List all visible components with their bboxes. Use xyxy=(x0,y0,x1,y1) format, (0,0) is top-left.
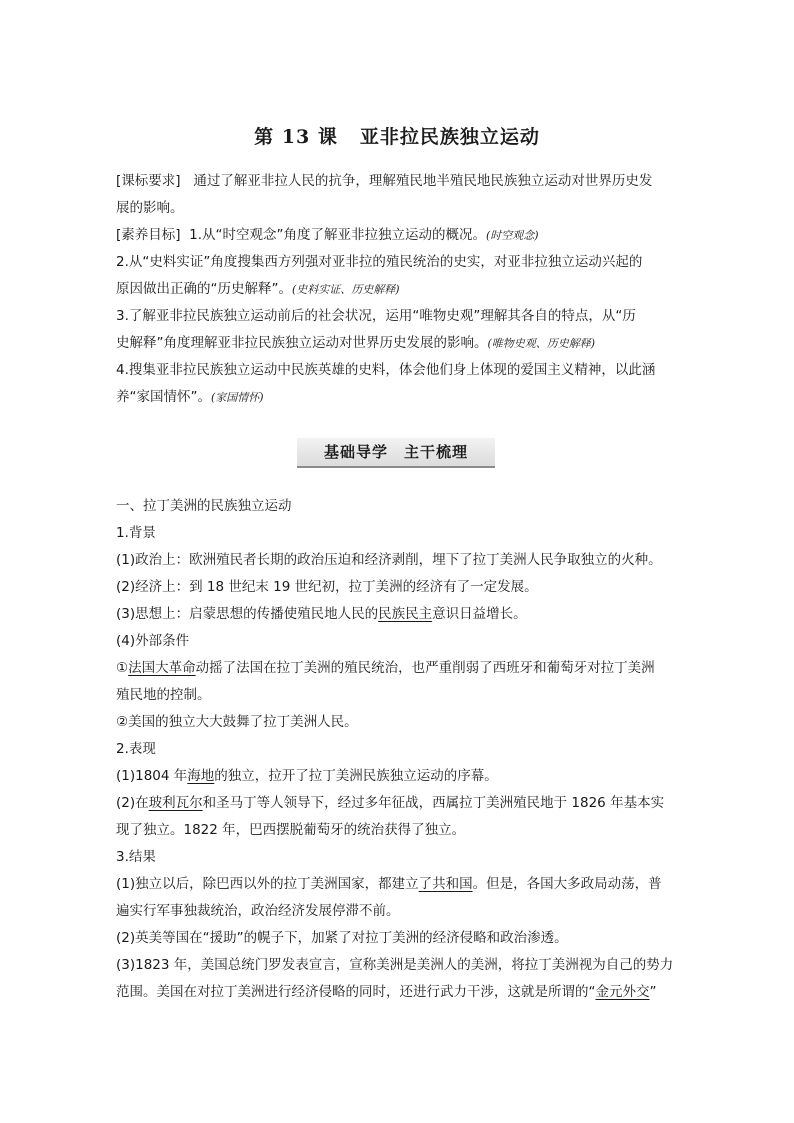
underlined-term: 了共和国 xyxy=(418,876,473,892)
suyang-item-4-line-2: 养“家国情怀”。(家国情怀) xyxy=(116,389,264,405)
handwritten-tag: (唯物史观、历史解释) xyxy=(487,337,596,350)
lesson-topic: 亚非拉民族独立运动 xyxy=(359,126,540,148)
suyang-item-2-line-1: 2.从“史料实证”角度搜集西方列强对亚非拉的殖民统治的史实，对亚非拉独立运动兴起的 xyxy=(116,254,643,270)
objectives-section xyxy=(116,168,682,411)
result-3-line-2: 范围。美国在对拉丁美洲进行经济侵略的同时，还进行武力干涉，这就是所谓的“金元外交” xyxy=(116,984,657,1000)
handwritten-tag: (家国情怀) xyxy=(211,391,264,404)
underlined-term: 金元外交 xyxy=(595,984,650,1000)
suyang-item-4-line-1: 4.搜集亚非拉民族独立运动中民族英雄的史料，体会他们身上体现的爱国主义精神，以此涵 xyxy=(116,362,656,378)
lesson-number: 第 13 课 xyxy=(254,126,338,148)
underlined-term: 民族民主 xyxy=(378,606,433,622)
banner-right: 主干梳理 xyxy=(404,443,469,461)
background-ideological: (3)思想上：启蒙思想的传播使殖民地人民的民族民主意识日益增长。 xyxy=(116,606,527,622)
subheading-result: 3.结果 xyxy=(116,849,156,865)
suyang-item-1: [素养目标] 1.从“时空观念”角度了解亚非拉独立运动的概况。(时空观念) xyxy=(116,227,539,243)
result-1-line-1: (1)独立以后，除巴西以外的拉丁美洲国家，都建立了共和国。但是，各国大多政局动荡，普 xyxy=(116,876,662,892)
background-external: (4)外部条件 xyxy=(116,633,190,649)
manifestation-2-line-2: 现了独立。1822 年，巴西摆脱葡萄牙的统治获得了独立。 xyxy=(116,822,466,838)
result-1-line-2: 遍实行军事独裁统治，政治经济发展停滞不前。 xyxy=(116,903,400,919)
suyang-item-3-line-1: 3.了解亚非拉民族独立运动前后的社会状况，运用“唯物史观”理解其各自的特点，从“历 xyxy=(116,308,636,324)
content-section xyxy=(116,493,682,1006)
kebiao-line-2: 展的影响。 xyxy=(116,200,184,216)
manifestation-1: (1)1804 年海地的独立，拉开了拉丁美洲民族独立运动的序幕。 xyxy=(116,768,498,784)
background-political: (1)政治上：欧洲殖民者长期的政治压迫和经济剥削，埋下了拉丁美洲人民争取独立的火种。 xyxy=(116,552,662,568)
kebiao-label: [课标要求] xyxy=(116,173,181,189)
lesson-title xyxy=(0,122,794,149)
kebiao-line-1: [课标要求] 通过了解亚非拉人民的抗争，理解殖民地半殖民地民族独立运动对世界历史发 xyxy=(116,173,653,189)
handwritten-tag: (史料实证、历史解释) xyxy=(292,283,400,296)
external-item-1-line-1: ①法国大革命动摇了法国在拉丁美洲的殖民统治，也严重削弱了西班牙和葡萄牙对拉丁美洲 xyxy=(116,660,655,676)
section-heading: 一、拉丁美洲的民族独立运动 xyxy=(116,498,292,514)
subheading-manifestation: 2.表现 xyxy=(116,741,156,757)
banner-left: 基础导学 xyxy=(323,443,388,461)
manifestation-2-line-1: (2)在玻利瓦尔和圣马丁等人领导下，经过多年征战，西属拉丁美洲殖民地于 1826 年基本实 xyxy=(116,795,665,811)
suyang-item-3-line-2: 史解释”角度理解亚非拉民族独立运动对世界历史发展的影响。(唯物史观、历史解释) xyxy=(116,335,596,351)
suyang-item-2-line-2: 原因做出正确的“历史解释”。(史料实证、历史解释) xyxy=(116,281,400,297)
suyang-label: [素养目标] xyxy=(116,227,181,243)
section-banner xyxy=(297,438,495,468)
result-2: (2)英美等国在“援助”的幌子下，加紧了对拉丁美洲的经济侵略和政治渗透。 xyxy=(116,930,568,946)
underlined-term: 法国大革命 xyxy=(128,660,196,676)
external-item-2: ②美国的独立大大鼓舞了拉丁美洲人民。 xyxy=(116,714,358,730)
background-economic: (2)经济上：到 18 世纪末 19 世纪初，拉丁美洲的经济有了一定发展。 xyxy=(116,579,538,595)
underlined-term: 海地 xyxy=(187,768,215,784)
result-3-line-1: (3)1823 年，美国总统门罗发表宣言，宣称美洲是美洲人的美洲，将拉丁美洲视为自己的势力 xyxy=(116,957,674,973)
external-item-1-line-2: 殖民地的控制。 xyxy=(116,687,211,703)
subheading-background: 1.背景 xyxy=(116,525,156,541)
handwritten-tag: (时空观念) xyxy=(486,229,539,242)
underlined-term: 玻利瓦尔 xyxy=(148,795,203,811)
